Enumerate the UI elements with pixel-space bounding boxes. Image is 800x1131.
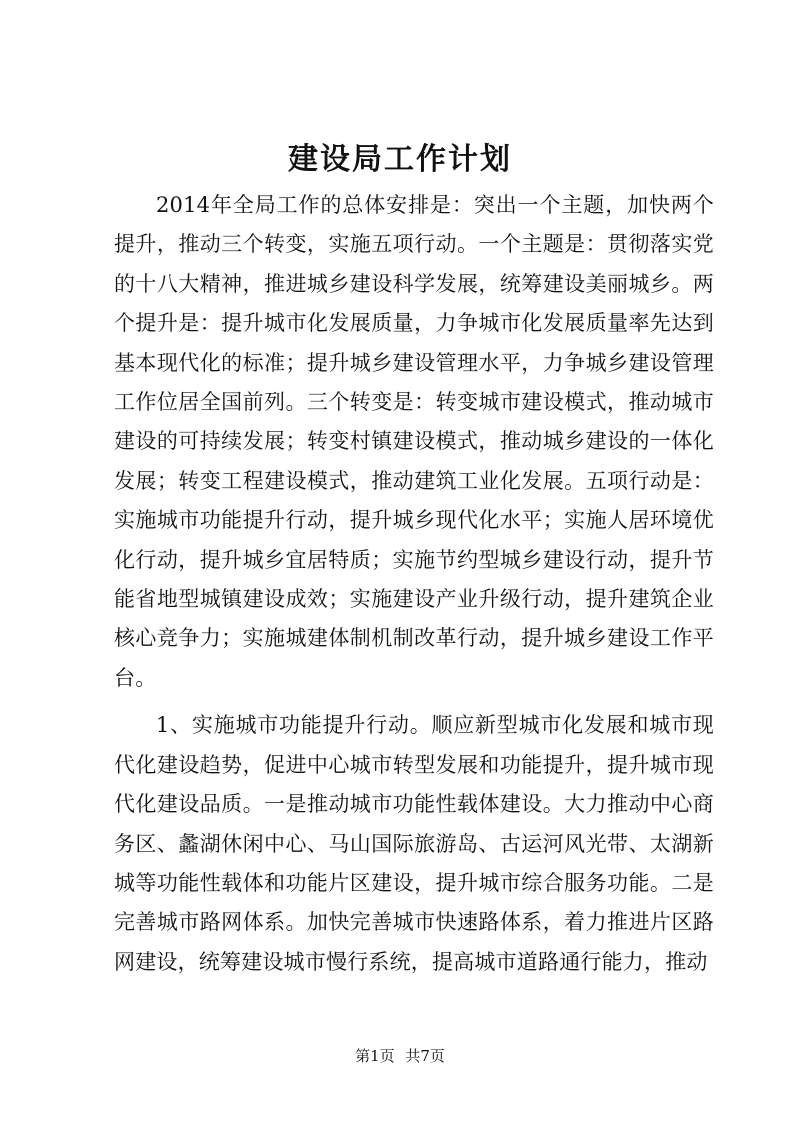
- document-body: [114, 186, 714, 990]
- page-number: 第1页: [355, 1047, 395, 1065]
- page-footer: [0, 1046, 800, 1066]
- paragraph-action-1: 1、实施城市功能提升行动。顺应新型城市化发展和城市现代化建设趋势，促进中心城市转型发展和功能提升，提升城市现代化建设品质。一是推动城市功能性载体建设。大力推动中心商务区、蠡湖休闲中心、马山国际旅游岛、古运河风光带、太湖新城等功能性载体和功能片区建设，提升城市综合服务功能。二是完善城市路网体系。加快完善城市快速路体系，着力推进片区路网建设，统筹建设城市慢行系统，提高城市道路通行能力，推动: [114, 713, 714, 974]
- page-total: 共7页: [405, 1047, 445, 1065]
- page-title: 建设局工作计划: [288, 142, 512, 177]
- paragraph-overview: 2014年全局工作的总体安排是：突出一个主题，加快两个提升，推动三个转变，实施五项行动。一个主题是：贯彻落实党的十八大精神，推进城乡建设科学发展，统筹建设美丽城乡。两个提升是：提升城市化发展质量，力争城市化发展质量率先达到基本现代化的标准；提升城乡建设管理水平，力争城乡建设管理工作位居全国前列。三个转变是：转变城市建设模式，推动城市建设的可持续发展；转变村镇建设模式，推动城乡建设的一体化发展；转变工程建设模式，推动建筑工业化发展。五项行动是：实施城市功能提升行动，提升城乡现代化水平；实施人居环境优化行动，提升城乡宜居特质；实施节约型城乡建设行动，提升节能省地型城镇建设成效；实施建设产业升级行动，提升建筑企业核心竞争力；实施城建体制机制改革行动，提升城乡建设工作平台。: [114, 193, 714, 690]
